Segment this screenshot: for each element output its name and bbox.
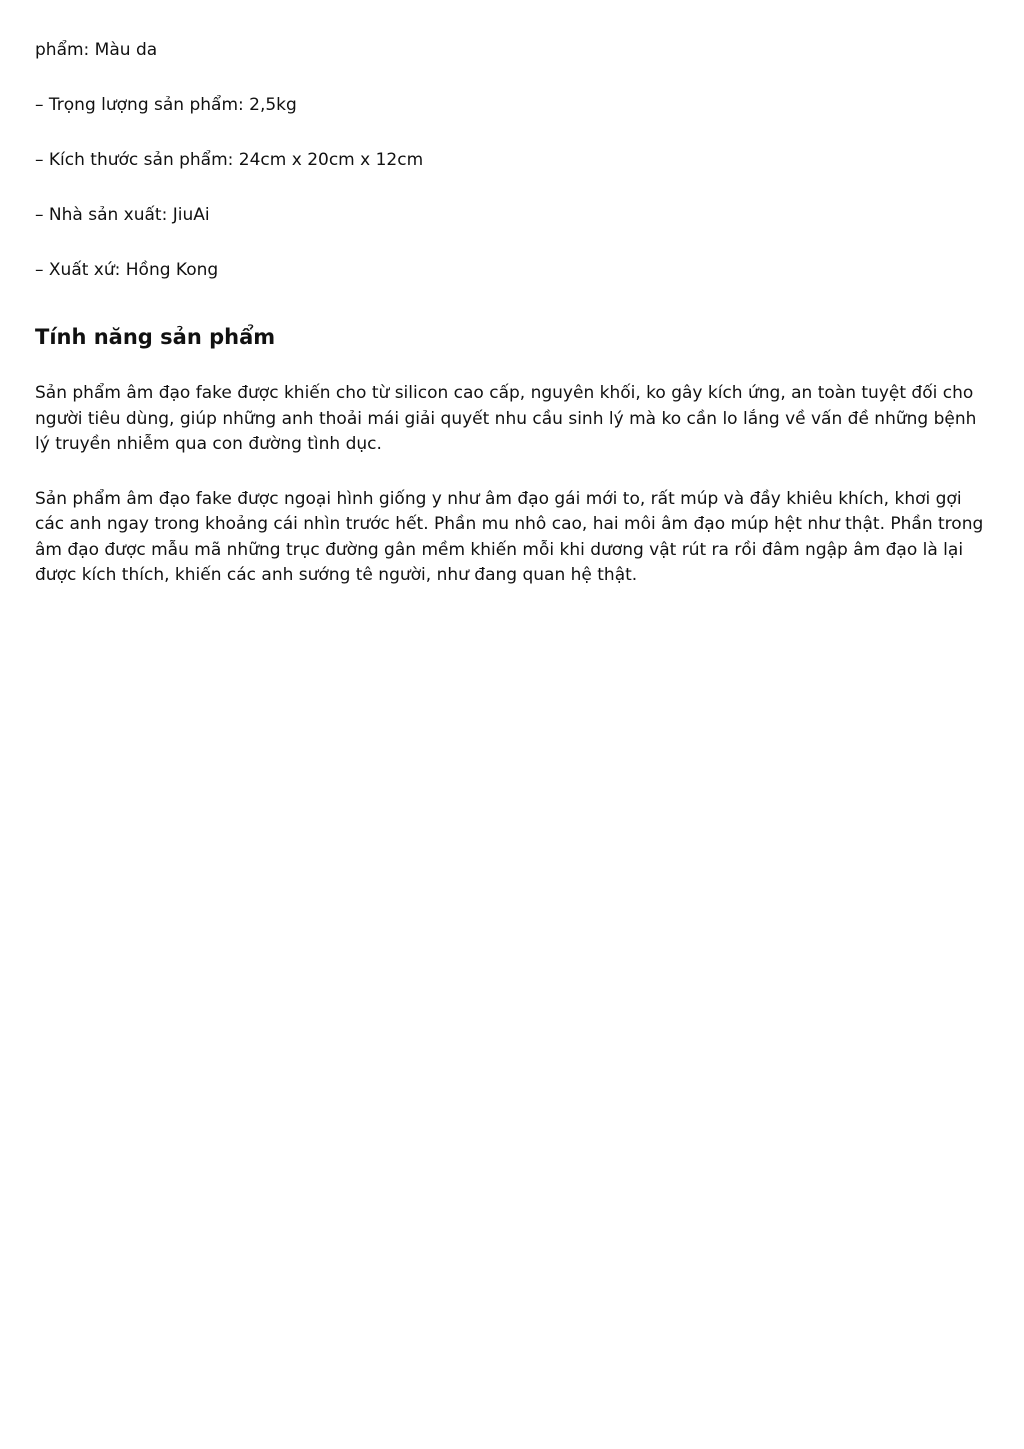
paragraph-appearance: Sản phẩm âm đạo fake được ngoại hình giống y như âm đạo gái mới to, rất múp và đầy khiêu khích, khơi gợi các anh ngay trong khoảng cái nhìn trước hết. Phần mu nhô cao, hai môi âm đạo múp hệt như thật. Phần trong âm đạo được mẫu mã những trục đường gân mềm khiến mỗi khi dương vật rút ra rồi đâm ngập âm đạo là lại được kích thích, khiến các anh sướng tê người, như đang quan hệ thật. (35, 488, 984, 585)
section-heading: Tính năng sản phẩm (35, 325, 276, 349)
spec-color-continuation: phẩm: Màu da (35, 40, 158, 60)
spec-dimensions: – Kích thước sản phẩm: 24cm x 20cm x 12cm (35, 150, 424, 170)
spec-block (35, 38, 985, 282)
spec-list (35, 93, 985, 282)
spec-manufacturer: – Nhà sản xuất: JiuAi (35, 205, 210, 225)
spec-weight: – Trọng lượng sản phẩm: 2,5kg (35, 95, 297, 115)
document-page (35, 38, 985, 589)
paragraph-material: Sản phẩm âm đạo fake được khiến cho từ silicon cao cấp, nguyên khối, ko gây kích ứng, an toàn tuyệt đối cho người tiêu dùng, giúp những anh thoải mái giải quyết nhu cầu sinh lý mà ko cần lo lắng về vấn đề những bệnh lý truyền nhiễm qua con đường tình dục. (35, 383, 977, 454)
spec-origin: – Xuất xứ: Hồng Kong (35, 260, 219, 280)
